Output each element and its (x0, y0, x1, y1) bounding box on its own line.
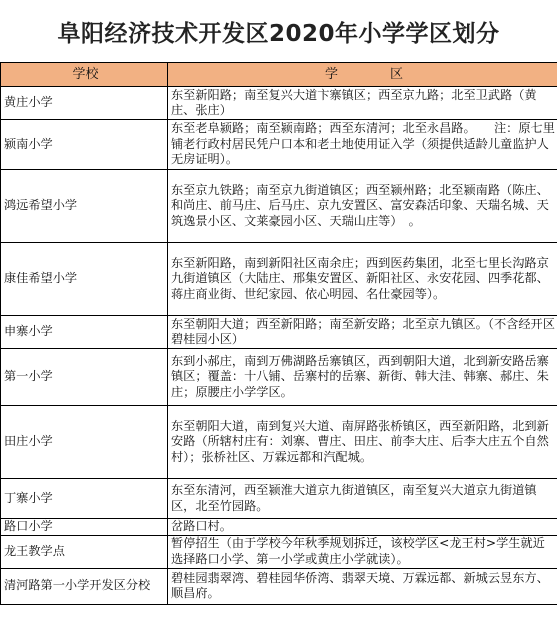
school-name: 第一小学 (1, 349, 168, 406)
school-name: 黄庄小学 (1, 87, 168, 120)
district-description: 碧桂园翡翠湾、碧桂园华侨湾、翡翠天境、万霖远都、新城云昱东方、顺昌府。 (168, 568, 557, 604)
table-row (1, 170, 557, 243)
school-name: 清河路第一小学开发区分校 (1, 568, 168, 604)
district-description: 东至朝阳大道，南到复兴大道、南屏路张桥镇区，西至新阳路，北到新安路（所辖村庄有：刘寨、曹庄、田庄、前李大庄、后李大庄五个自然村）；张桥社区、万霖远都和汽配城。 (168, 406, 557, 479)
district-description: 东至新阳路，南到新阳社区南余庄；西到医药集团，北至七里长沟路京九街道镇区（大陆庄、邢集安置区、新阳社区、永安花园、四季花都、蒋庄商业街、世纪家园、依心明园、名仕豪园等）。 (168, 243, 557, 316)
header-district: 学 区 (168, 63, 557, 87)
page-title: 阜阳经济技术开发区2020年小学学区划分 (57, 20, 500, 47)
school-name: 申寨小学 (1, 316, 168, 349)
district-description: 东至新阳路；南至复兴大道卞寨镇区；西至京九路；北至卫武路（黄庄、张庄） (168, 87, 557, 120)
table-row (1, 243, 557, 316)
table-row (1, 406, 557, 479)
table-row (1, 479, 557, 519)
table-header-row (1, 63, 557, 87)
district-description: 东至京九铁路；南至京九街道镇区；西至颍州路；北至颍南路（陈庄、和尚庄、前马庄、后马庄、京九安置区、富安森活印象、天瑞名城、天筑逸景小区、文莱豪园小区、天瑞山庄等） 。 (168, 170, 557, 243)
header-school: 学校 (1, 63, 168, 87)
school-name: 丁寨小学 (1, 479, 168, 519)
table-row (1, 120, 557, 170)
table-row (1, 568, 557, 604)
table-row (1, 519, 557, 536)
district-description: 暂停招生（由于学校今年秋季规划拆迁，该校学区<龙王村>学生就近选择路口小学、第一小学或黄庄小学就读）。 (168, 535, 557, 568)
school-name: 路口小学 (1, 519, 168, 536)
school-name: 康佳希望小学 (1, 243, 168, 316)
district-description: 岔路口村。 (168, 519, 557, 536)
table-row (1, 316, 557, 349)
school-name: 鸿远希望小学 (1, 170, 168, 243)
school-name: 龙王教学点 (1, 535, 168, 568)
table-row (1, 87, 557, 120)
school-name: 颍南小学 (1, 120, 168, 170)
table-row (1, 349, 557, 406)
district-description: 东至东清河，西至颍淮大道京九街道镇区，南至复兴大道京九街道镇区，北至竹园路。 (168, 479, 557, 519)
district-table (0, 62, 557, 605)
district-description: 东至老阜颍路；南至颍南路；西至东清河；北至永昌路。 注：原七里铺老行政村居民凭户口本和老土地使用证入学（须提供适龄儿童监护人无房证明）。 (168, 120, 557, 170)
district-description: 东至朝阳大道；西至新阳路；南至新安路；北至京九镇区。（不含经开区碧桂园小区） (168, 316, 557, 349)
table-row (1, 535, 557, 568)
school-name: 田庄小学 (1, 406, 168, 479)
district-description: 东到小郝庄，南到万佛湖路岳寨镇区，西到朝阳大道，北到新安路岳寨镇区；覆盖：十八铺、岳寨村的岳寨、新街、韩大洼、韩寨、郝庄、朱庄；原腰庄小学学区。 (168, 349, 557, 406)
